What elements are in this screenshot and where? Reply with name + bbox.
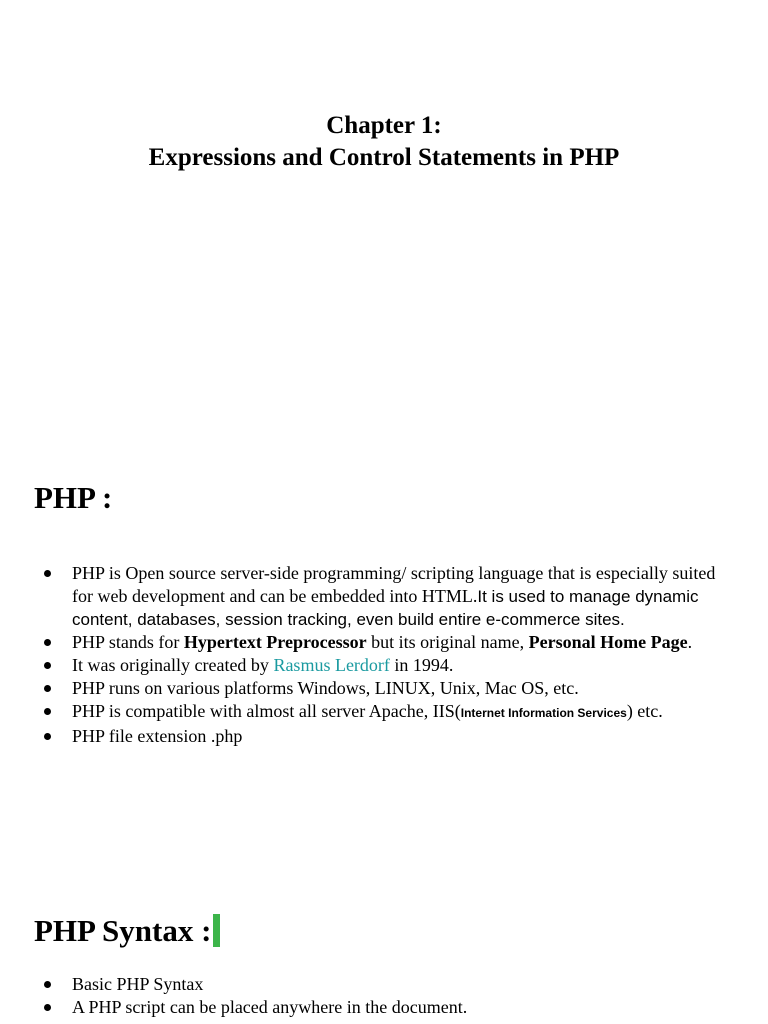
php-bullet-list <box>72 562 732 748</box>
acronym-middle: but its original name, <box>366 632 529 652</box>
list-item <box>72 654 732 677</box>
creator-link[interactable]: Rasmus Lerdorf <box>273 655 390 675</box>
chapter-title <box>0 110 768 174</box>
list-item <box>72 631 732 654</box>
iis-expansion: Internet Information Services <box>460 706 627 720</box>
file-extension-text: PHP file extension .php <box>72 726 243 746</box>
chapter-number: Chapter 1: <box>326 112 442 139</box>
acronym-suffix: . <box>687 632 693 652</box>
list-item <box>72 562 732 631</box>
php-heading: PHP : <box>34 480 113 515</box>
creator-suffix: in 1994. <box>389 655 454 675</box>
list-item <box>72 996 732 1019</box>
syntax-bullet-list <box>72 973 732 1019</box>
acronym-prefix: PHP stands for <box>72 632 184 652</box>
acronym-expansion: Hypertext Preprocessor <box>183 632 367 652</box>
list-item <box>72 700 732 725</box>
creator-prefix: It was originally created by <box>72 655 274 675</box>
compat-suffix: ) etc. <box>626 701 663 721</box>
platforms-text: PHP runs on various platforms Windows, LINUX, Unix, Mac OS, etc. <box>72 678 579 698</box>
basic-syntax-text: Basic PHP Syntax <box>72 974 204 994</box>
php-syntax-heading <box>34 913 220 949</box>
script-placement-text: A PHP script can be placed anywhere in the document. <box>72 997 468 1017</box>
compat-prefix: PHP is compatible with almost all server Apache, IIS( <box>72 701 461 721</box>
list-item <box>72 725 732 748</box>
original-name: Personal Home Page <box>528 632 688 652</box>
list-item <box>72 973 732 996</box>
text-cursor-marker <box>213 914 220 947</box>
php-definition-text: PHP is Open source server-side programming/ scripting language that is especially suited for web development and can be embedded into HTML. <box>72 563 716 606</box>
php-syntax-heading-text: PHP Syntax : <box>34 913 212 948</box>
chapter-subtitle: Expressions and Control Statements in PHP <box>148 144 620 171</box>
list-item <box>72 677 732 700</box>
php-usage-text: It is used to manage dynamic content, databases, session tracking, even build entire e-commerce sites. <box>72 587 699 629</box>
